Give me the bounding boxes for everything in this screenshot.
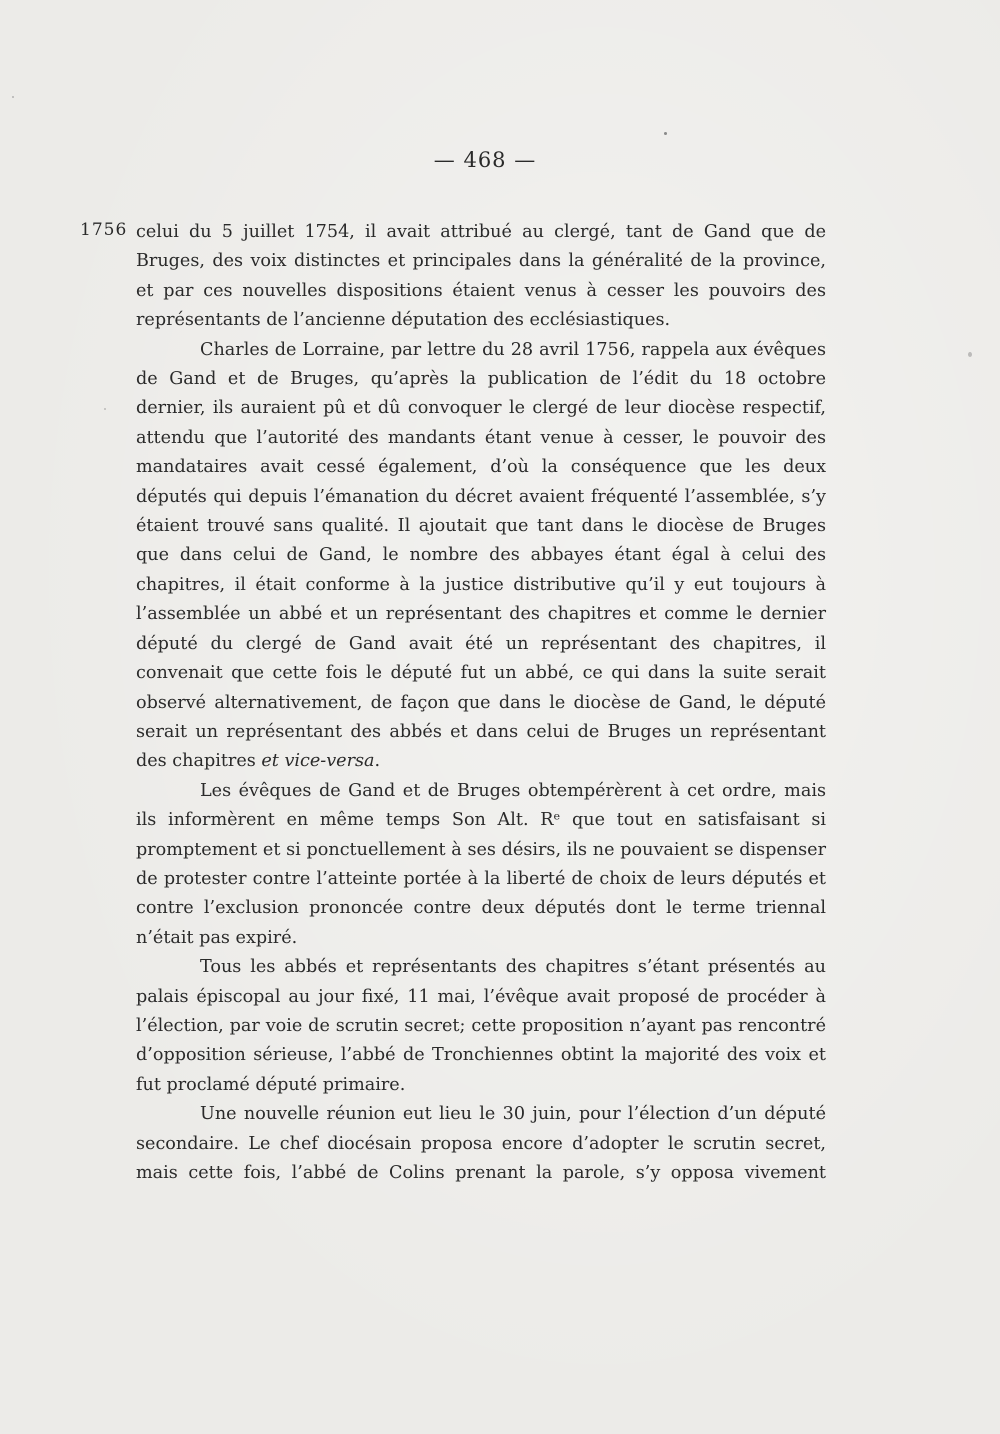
paragraph-1 (136, 218, 826, 336)
scan-speck (664, 132, 667, 135)
paragraph-4-text: Tous les abbés et représentants des chapitres s’étant présentés au palais épiscopal au jour fixé, 11 mai, l’évêque avait proposé de procéder à l’élection, par voie de scrutin secret; cette proposition n’ayant pas rencontré d’opposition sérieuse, l’abbé de Tronchiennes obtint la majorité des voix et fut proclamé député primaire. (136, 957, 826, 1095)
margin-year-note: 1756 (80, 220, 128, 240)
body-text (136, 218, 826, 1188)
scan-speck (12, 96, 14, 98)
paragraph-1-text: celui du 5 juillet 1754, il avait attribué au clergé, tant de Gand que de Bruges, des voix distinctes et principales dans la généralité de la province, et par ces nouvelles dispositions étaient venus à cesser les pouvoirs des représentants de l’ancienne députation des ecclésiastiques. (136, 222, 826, 331)
paragraph-2 (136, 336, 826, 777)
paragraph-3 (136, 777, 826, 953)
paragraph-2-end: . (374, 751, 381, 772)
paragraph-2-italic: et vice-versa (261, 751, 375, 772)
paragraph-5-text: Une nouvelle réunion eut lieu le 30 juin, pour l’élection d’un député secondaire. Le chef diocésain proposa encore d’adopter le scrutin secret, mais cette fois, l’abbé de Colins prenant la parole, s’y opposa vivement (136, 1104, 826, 1183)
paragraph-2-text: Charles de Lorraine, par lettre du 28 avril 1756, rappela aux évêques de Gand et de Bruges, qu’après la publication de l’édit du 18 octobre dernier, ils auraient pû et dû convoquer le clergé de leur diocèse respectif, attendu que l’autorité des mandants étant venue à cesser, le pouvoir des mandataires avait cessé également, d’où la conséquence que les deux députés qui depuis l’émanation du décret avaient fréquenté l’assemblée, s’y étaient trouvé sans qualité. Il ajoutait que tant dans le diocèse de Bruges que dans celui de Gand, le nombre des abbayes étant égal à celui des chapitres, il était conforme à la justice distributive qu’il y eut toujours à l’assemblée un abbé et un représentant des chapitres et comme le dernier député du clergé de Gand avait été un représentant des chapitres, il convenait que cette fois le député fut un abbé, ce qui dans la suite serait observé alternativement, de façon que dans le diocèse de Gand, le député serait un représentant des abbés et dans celui de Bruges un représentant des chapitres (136, 339, 826, 772)
scan-speck (104, 408, 106, 410)
paragraph-4 (136, 953, 826, 1100)
paragraph-3-text: Les évêques de Gand et de Bruges obtempérèrent à cet ordre, mais ils informèrent en même temps Son Alt. Rᵉ que tout en satisfaisant si promptement et si ponctuellement à ses désirs, ils ne pouvaient se dispenser de protester contre l’atteinte portée à la liberté de choix de leurs députés et contre l’exclusion prononcée contre deux députés dont le terme triennal n’était pas expiré. (136, 780, 826, 948)
scan-speck (968, 352, 972, 357)
paragraph-5 (136, 1100, 826, 1188)
page-number: — 468 — (433, 148, 537, 172)
